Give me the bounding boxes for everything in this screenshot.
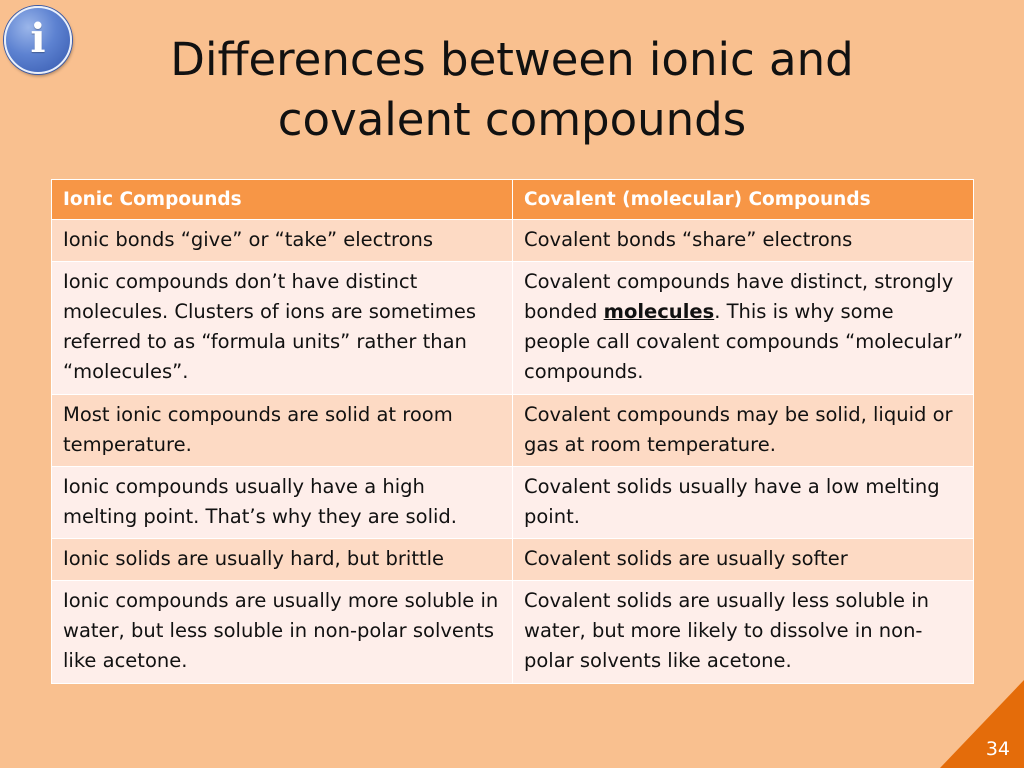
comparison-table xyxy=(51,179,974,684)
slide-title xyxy=(110,30,914,150)
info-button[interactable] xyxy=(4,6,72,74)
molecules-keyword: molecules xyxy=(603,300,715,323)
table-row xyxy=(52,581,974,684)
ionic-cell: Ionic solids are usually hard, but brittle xyxy=(52,539,513,581)
table-header-row xyxy=(52,180,974,220)
info-icon: i xyxy=(30,15,46,62)
ionic-cell: Most ionic compounds are solid at room temperature. xyxy=(52,395,513,467)
table-row xyxy=(52,220,974,262)
ionic-cell: Ionic compounds don’t have distinct molecules. Clusters of ions are sometimes referred to as “formula units” rather than “molecules”. xyxy=(52,262,513,395)
covalent-cell xyxy=(513,262,974,395)
covalent-cell: Covalent compounds may be solid, liquid or gas at room temperature. xyxy=(513,395,974,467)
slide-title-line-1: Differences between ionic and xyxy=(170,33,854,86)
covalent-cell: Covalent solids usually have a low melting point. xyxy=(513,467,974,539)
table-row xyxy=(52,467,974,539)
ionic-cell: Ionic compounds usually have a high melting point. That’s why they are solid. xyxy=(52,467,513,539)
covalent-cell: Covalent bonds “share” electrons xyxy=(513,220,974,262)
ionic-cell: Ionic bonds “give” or “take” electrons xyxy=(52,220,513,262)
table-row xyxy=(52,262,974,395)
header-covalent-compounds: Covalent (molecular) Compounds xyxy=(513,180,974,220)
table-row xyxy=(52,539,974,581)
ionic-cell: Ionic compounds are usually more soluble in water, but less soluble in non-polar solvents like acetone. xyxy=(52,581,513,684)
covalent-text-pre: Covalent compounds have distinct, strongly bonded xyxy=(524,270,954,323)
header-ionic-compounds: Ionic Compounds xyxy=(52,180,513,220)
page-number: 34 xyxy=(985,738,1010,760)
covalent-cell: Covalent solids are usually less soluble in water, but more likely to dissolve in non-polar solvents like acetone. xyxy=(513,581,974,684)
table-row xyxy=(52,395,974,467)
covalent-text-post: . This is why some people call covalent compounds “molecular” compounds. xyxy=(524,300,963,383)
slide-title-line-2: covalent compounds xyxy=(277,93,747,146)
covalent-cell: Covalent solids are usually softer xyxy=(513,539,974,581)
corner-accent xyxy=(940,680,1024,768)
